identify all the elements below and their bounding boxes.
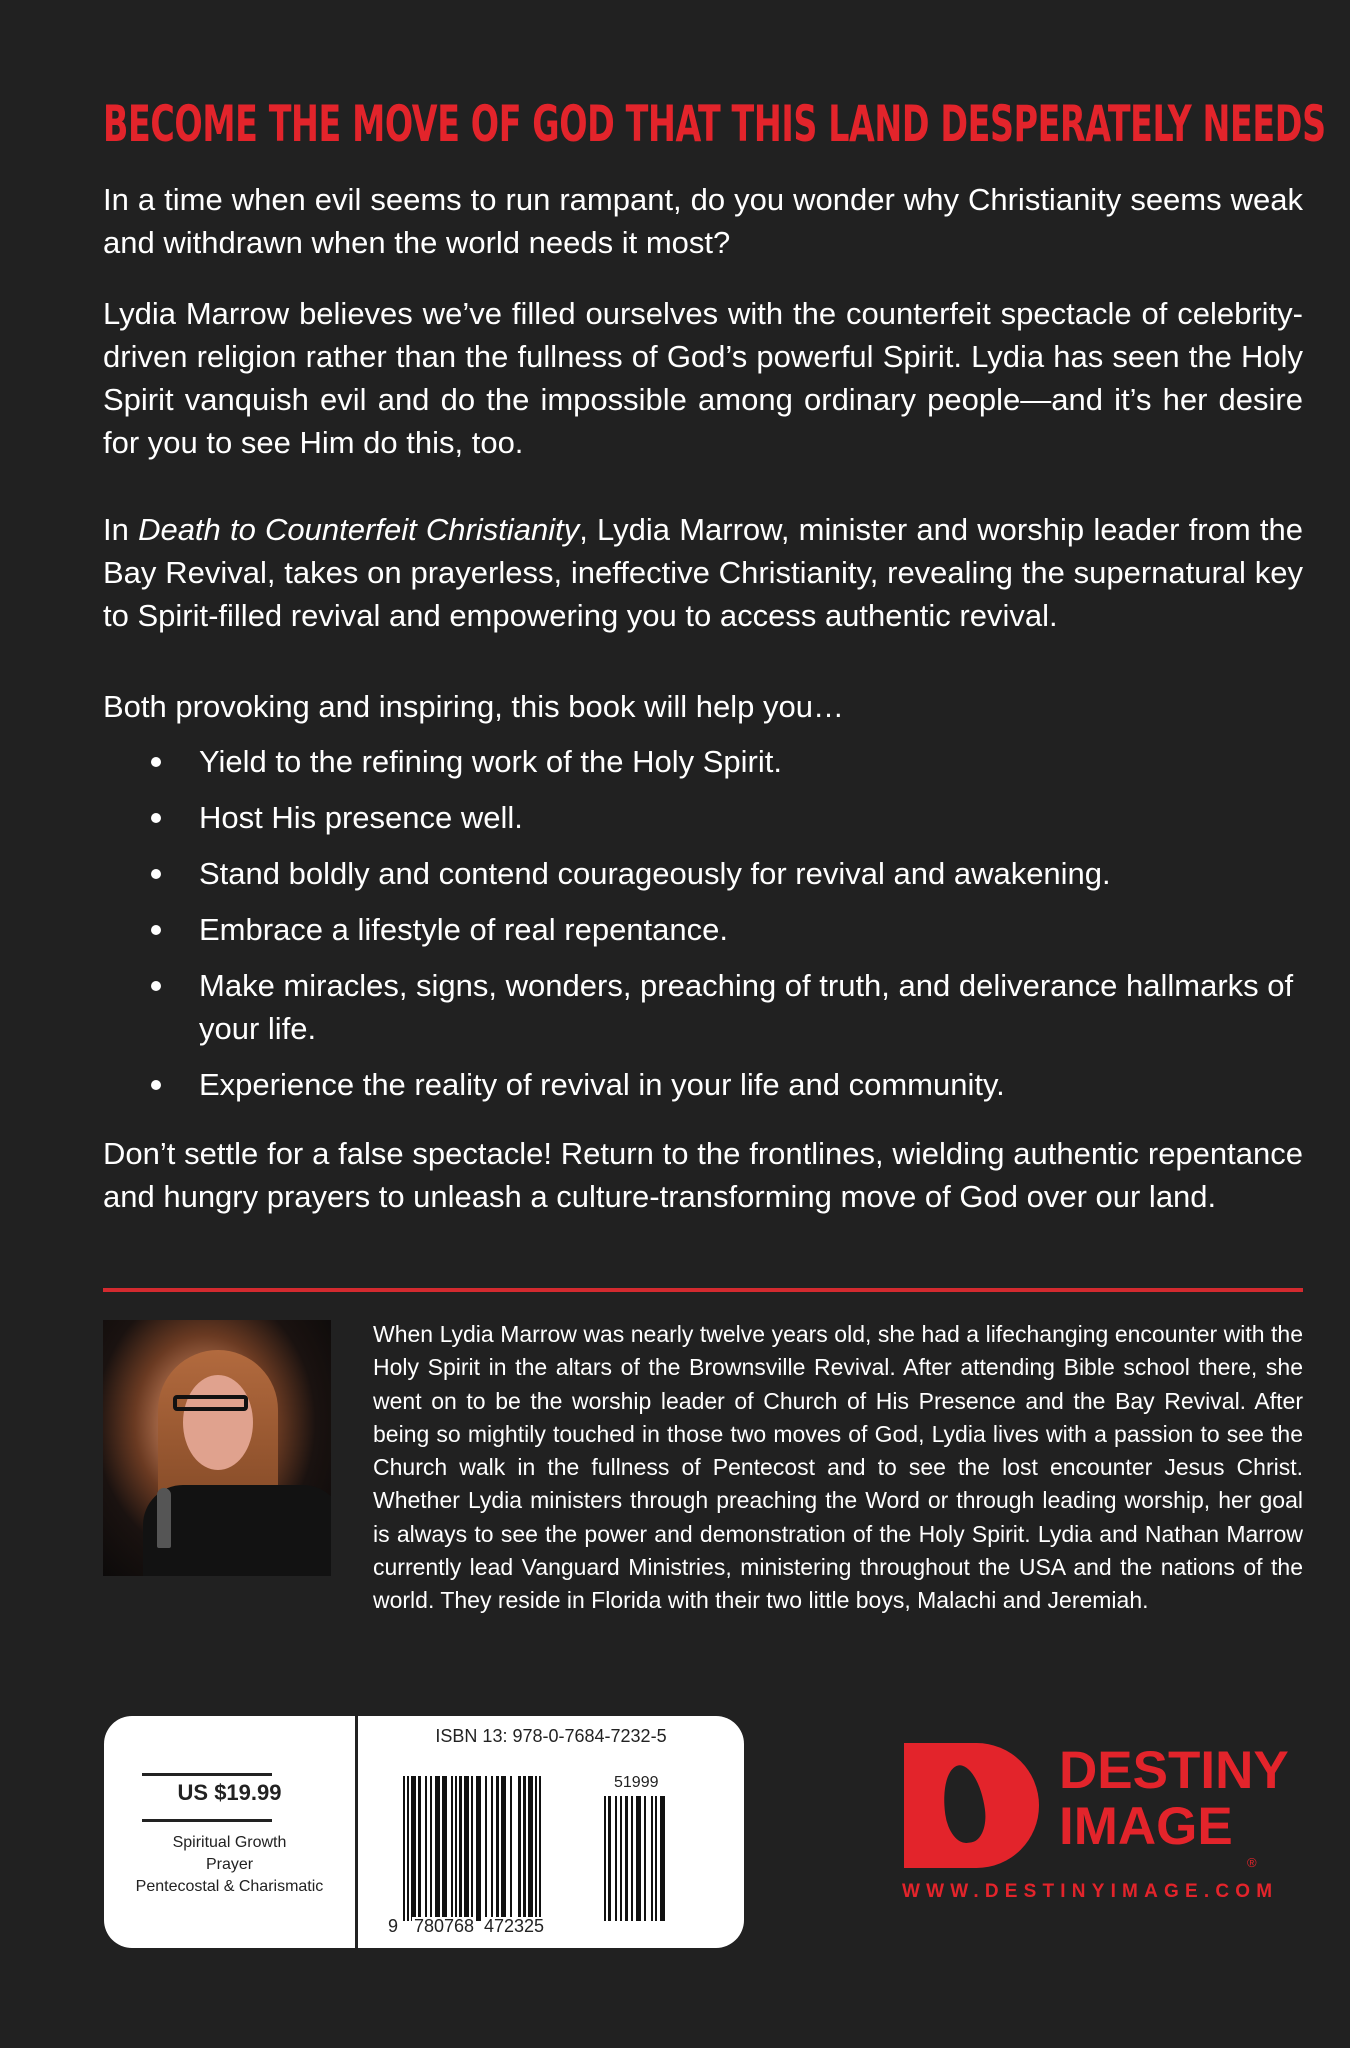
list-item: Stand boldly and contend courageously for revival and awakening.	[103, 852, 1303, 895]
microphone-icon	[157, 1488, 171, 1548]
addon-code: 51999	[614, 1774, 659, 1791]
list-item: Experience the reality of revival in your life and community.	[103, 1063, 1303, 1106]
publisher-logo	[902, 1743, 1312, 1913]
barcode-digits-left: 780768	[414, 1916, 475, 1936]
bullet-icon	[151, 757, 161, 767]
registered-mark: ®	[1247, 1855, 1257, 1870]
categories: Spiritual Growth Prayer Pentecostal & Charismatic	[135, 1834, 324, 1895]
barcode-digit-prefix: 9	[388, 1916, 399, 1936]
headline: BECOME THE MOVE OF GOD THAT THIS LAND DESPERATELY NEEDS	[103, 95, 1326, 153]
benefits-list	[103, 740, 1303, 1119]
intro-paragraph: In a time when evil seems to run rampant, do you wonder why Christianity seems weak and withdrawn when the world needs it most?	[103, 182, 1303, 260]
bullet-icon	[151, 869, 161, 879]
book-prefix: In	[103, 512, 139, 547]
barcode-icon	[403, 1776, 541, 1921]
publisher-url: WWW.DESTINYIMAGE.COM	[902, 1881, 1279, 1902]
publisher-name: DESTINY IMAGE	[1059, 1741, 1289, 1856]
belief-paragraph: Lydia Marrow believes we’ve filled ourselves with the counterfeit spectacle of celebrity-driven religion rather than the fullness of God’s powerful Spirit. Lydia has seen the Holy Spirit vanquish evil and do the impossible among ordinary people—and it’s her desire for you to see Him do this, too.	[103, 296, 1303, 460]
book-title: Death to Counterfeit Christianity	[138, 512, 580, 547]
bullet-icon	[151, 925, 161, 935]
help-intro: Both provoking and inspiring, this book will help you…	[103, 689, 844, 724]
closing-paragraph: Don’t settle for a false spectacle! Return to the frontlines, wielding authentic repentance and hungry prayers to unleash a culture-transforming move of God over our land.	[103, 1136, 1303, 1214]
bullet-icon	[151, 1080, 161, 1090]
addon-barcode-icon	[604, 1796, 665, 1921]
book-suffix: , Lydia Marrow, minister and worship leader from the Bay Revival, takes on prayerless, ineffective Christianity, revealing the supernatural key to Spirit-filled revival and empowering you to access authentic revival.	[103, 512, 1303, 633]
list-item: Embrace a lifestyle of real repentance.	[103, 908, 1303, 951]
barcode-digits-right: 472325	[484, 1916, 545, 1936]
destiny-d-flame-icon	[904, 1743, 1039, 1868]
bullet-icon	[151, 813, 161, 823]
price-barcode-label	[104, 1716, 744, 1948]
list-item: Yield to the refining work of the Holy Spirit.	[103, 740, 1303, 783]
list-item: Make miracles, signs, wonders, preaching of truth, and deliverance hallmarks of your life.	[103, 964, 1303, 1050]
author-photo	[103, 1320, 331, 1576]
list-item: Host His presence well.	[103, 796, 1303, 839]
section-divider	[103, 1288, 1303, 1292]
book-paragraph	[103, 508, 1303, 637]
bullet-icon	[151, 981, 161, 991]
author-bio-text: When Lydia Marrow was nearly twelve years old, she had a lifechanging encounter with the Holy Spirit in the altars of the Brownsville Revival. After attending Bible school there, she went on to be the worship leader of Church of His Presence and the Bay Revival. After being so mightily touched in those two moves of God, Lydia lives with a passion to see the Church walk in the fullness of Pentecost and to see the lost encounter Jesus Christ. Whether Lydia ministers through preaching the Word or through leading worship, her goal is always to see the power and demonstration of the Holy Spirit. Lydia and Nathan Marrow currently lead Vanguard Ministries, ministering throughout the USA and the nations of the world. They reside in Florida with their two little boys, Malachi and Jeremiah.	[373, 1321, 1303, 1614]
isbn: ISBN 13: 978-0-7684-7232-5	[435, 1726, 667, 1746]
price: US $19.99	[177, 1780, 282, 1805]
